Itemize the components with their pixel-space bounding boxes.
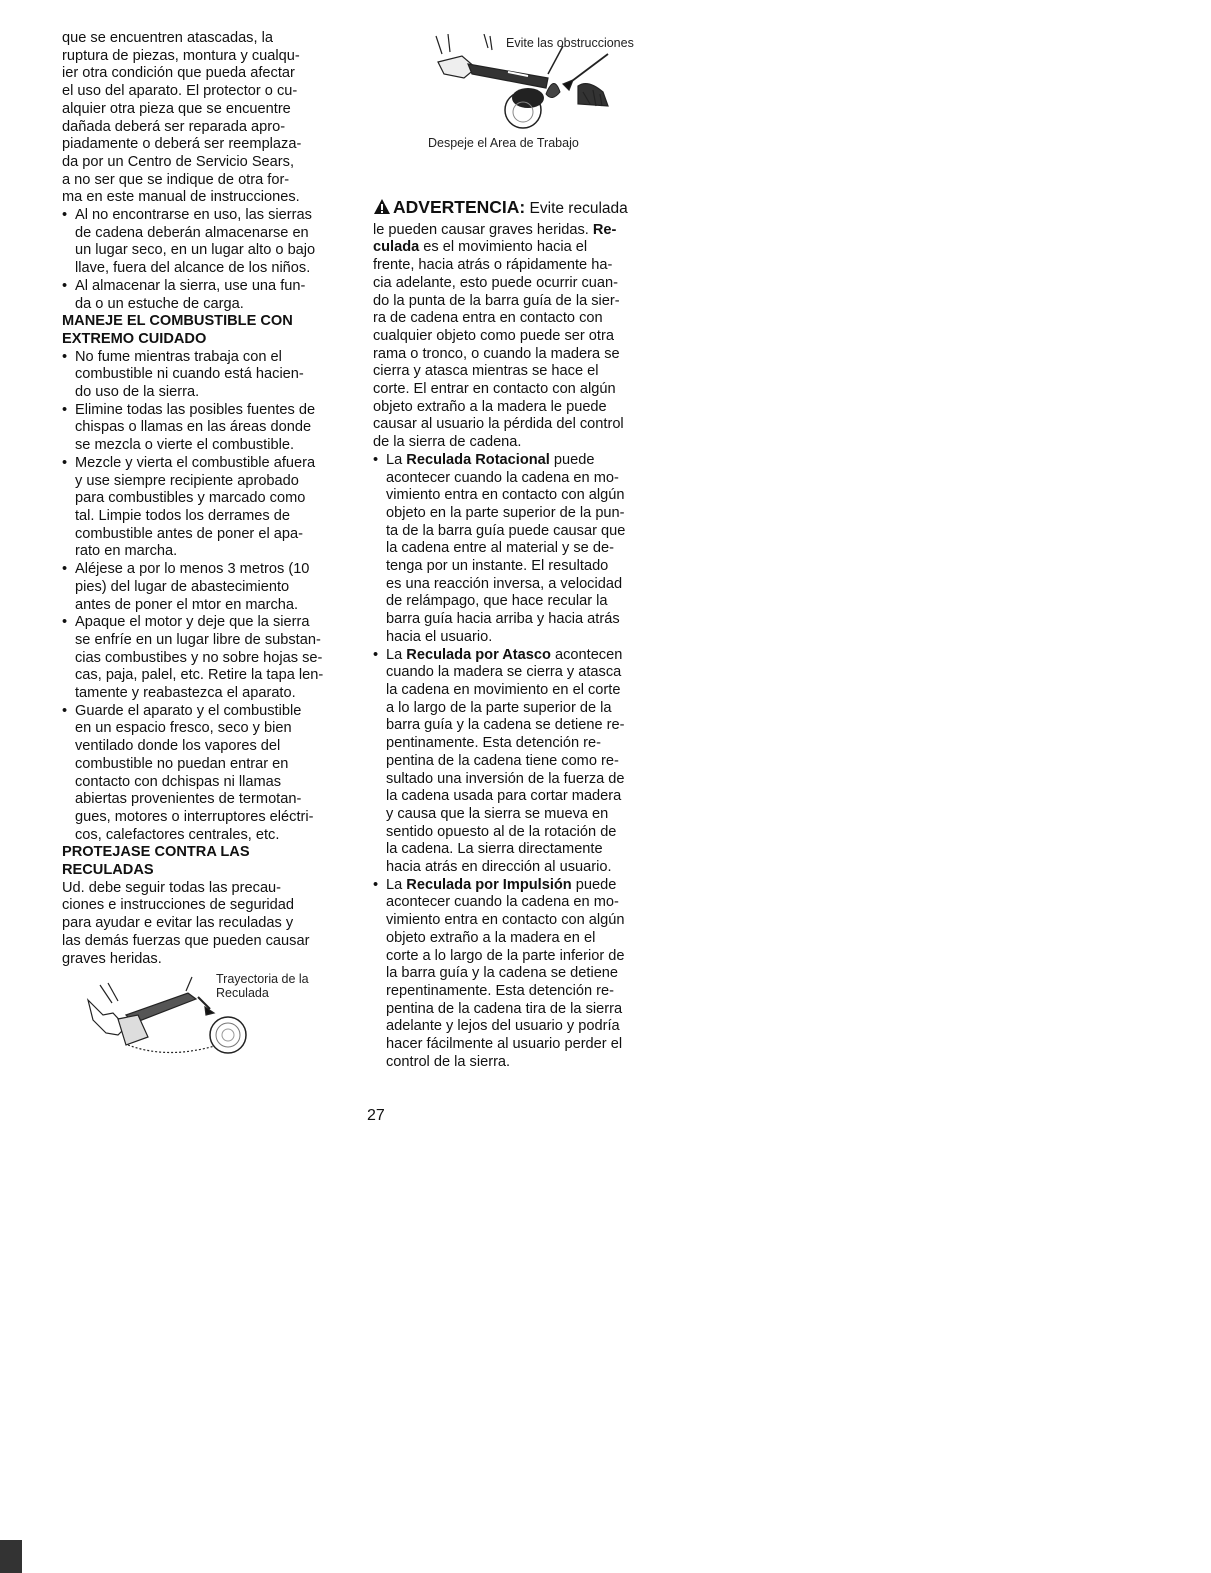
text-line: piadamente o deberá ser reemplaza- — [62, 136, 302, 153]
text-line: la cadena usada para cortar madera — [386, 788, 622, 805]
text-line: Al almacenar la sierra, use una fun- — [75, 277, 306, 294]
text-line: llave, fuera del alcance de los niños. — [75, 260, 311, 277]
text-line: acontecer cuando la cadena en mo- — [386, 894, 619, 911]
bullet-icon: • — [373, 451, 379, 468]
text-line: para combustibles y marcado como — [75, 490, 306, 507]
caption-line: Reculada — [216, 986, 269, 1000]
text-line: de relámpago, que hace recular la — [386, 593, 608, 610]
text-line: de cadena deberán almacenarse en — [75, 224, 309, 241]
text-line: contacto con dchispas ni llamas — [75, 773, 282, 790]
text-line: la barra guía y la cadena se detiene — [386, 965, 619, 982]
text-line: hacia el usuario. — [386, 628, 493, 645]
bullet-icon: • — [62, 207, 68, 224]
text-line: gues, motores o interruptores eléctri- — [75, 808, 314, 825]
text-line: barra guía hacia arriba y hacia atrás — [386, 611, 620, 628]
bullet-icon: • — [62, 561, 68, 578]
intro-paragraph — [62, 30, 357, 207]
text-line: le pueden causar graves heridas. Re- — [373, 221, 617, 238]
text-line: ruptura de piezas, montura y cualqu- — [62, 47, 300, 64]
list-item: • La Reculada por Impulsión puede acontecer cuando la cadena en mo- vimiento entra en contacto con algún objeto extraño a la madera en el corte a lo largo de la parte inferior de la barra guía y la cadena se detiene repentinamente. Esta detención re- pentina de la cadena tira de la sierra adelante y lejos del usuario y podría hacer fácilmente al usuario perder el control de la sierra. — [373, 877, 673, 1072]
text-line: Elimine todas las posibles fuentes de — [75, 401, 316, 418]
text-line: el uso del aparato. El protector o cu- — [62, 83, 298, 100]
text-line: a lo largo de la parte superior de la — [386, 699, 612, 716]
warning-heading-line — [373, 198, 673, 222]
list-item — [62, 614, 357, 703]
text-line: de la sierra de cadena. — [373, 434, 522, 451]
text-line: da o un estuche de carga. — [75, 295, 244, 312]
text-line: control de la sierra. — [386, 1053, 511, 1070]
warning-title: ADVERTENCIA: — [393, 197, 526, 217]
text-line: combustible antes de poner el apa- — [75, 525, 303, 542]
text-line: combustible no puedan entrar en — [75, 755, 289, 772]
text-line: Aléjese a por lo menos 3 metros (10 — [75, 561, 310, 578]
text-line: chispas o llamas en las áreas donde — [75, 419, 312, 436]
bullet-icon: • — [373, 646, 379, 663]
section-heading-fuel — [62, 313, 357, 348]
bullet-icon: • — [373, 876, 379, 893]
text-line: y use siempre recipiente aprobado — [75, 472, 299, 489]
text-line: ra de cadena entra en contacto con — [373, 310, 603, 327]
text-line: la cadena entre al material y se de- — [386, 540, 614, 557]
kickback-figure-caption — [216, 972, 309, 1000]
text-line: alquier otra pieza que se encuentre — [62, 100, 291, 117]
text-line: rama o tronco, o cuando la madera se — [373, 345, 620, 362]
text-line: para ayudar e evitar las reculadas y — [62, 915, 294, 932]
list-item — [62, 402, 357, 455]
text-line: vimiento entra en contacto con algún — [386, 912, 625, 929]
scan-edge-mark — [0, 1540, 22, 1573]
text-line: Apaque el motor y deje que la sierra — [75, 614, 310, 631]
text-line: culada es el movimiento hacia el — [373, 239, 588, 256]
text-line: Mezcle y vierta el combustible afuera — [75, 454, 316, 471]
text-line: la cadena. La sierra directamente — [386, 841, 603, 858]
text-line: pentina de la cadena tira de la sierra — [386, 1000, 623, 1017]
list-item — [62, 278, 357, 313]
bullet-icon: • — [62, 454, 68, 471]
text-line: repentinamente. Esta detención re- — [386, 982, 614, 999]
text-line: combustible ni cuando está hacien- — [75, 366, 304, 383]
text-line: corte a lo largo de la parte inferior de — [386, 947, 625, 964]
list-item — [62, 207, 357, 278]
text-line: se enfríe en un lugar libre de substan- — [75, 631, 321, 648]
text-line: Ud. debe seguir todas las precau- — [62, 879, 282, 896]
text-line: hacia atrás en dirección al usuario. — [386, 859, 612, 876]
text-line: abiertas provenientes de termotan- — [75, 791, 302, 808]
work-area-caption: Despeje el Area de Trabajo — [428, 136, 579, 150]
obstruction-label: Evite las obstrucciones — [506, 36, 634, 50]
page-number: 27 — [367, 1107, 385, 1124]
text-line: antes de poner el mtor en marcha. — [75, 596, 299, 613]
text-line: da por un Centro de Servicio Sears, — [62, 153, 295, 170]
text-line: cierra y atasca mientras se hace el — [373, 363, 599, 380]
text-line: adelante y lejos del usuario y podría — [386, 1018, 620, 1035]
list-item: • La Reculada por Atasco acontecen cuando la madera se cierra y atasca la cadena en movimiento en el corte a lo largo de la parte superior de la barra guía y la cadena se detiene re- pentinamente. Esta detención re- pentina de la cadena tiene como re- sultado una inversión de la fuerza de la cadena usada para cortar madera y causa que la sierra se mueva en sentido opuesto al de la rotación de la cadena. La sierra directamente hacia atrás en dirección al usuario. — [373, 647, 673, 877]
bullet-icon: • — [62, 348, 68, 365]
text-line: hacer fácilmente al usuario perder el — [386, 1036, 623, 1053]
bullet-icon: • — [62, 702, 68, 719]
text-line: la cadena en movimiento en el corte — [386, 681, 621, 698]
list-item — [62, 703, 357, 845]
text-line: causar al usuario la pérdida del control — [373, 416, 624, 433]
text-line: a no ser que se indique de otra for- — [62, 171, 290, 188]
bullet-icon: • — [62, 401, 68, 418]
text-line: sentido opuesto al de la rotación de — [386, 823, 617, 840]
text-line: cas, paja, palel, etc. Retire la tapa len- — [75, 667, 324, 684]
left-column — [62, 30, 357, 968]
text-line: sultado una inversión de la fuerza de — [386, 770, 625, 787]
text-line: dañada deberá ser reparada apro- — [62, 118, 286, 135]
text-line: objeto extraño a la madera le puede — [373, 398, 607, 415]
text-line: tal. Limpie todos los derrames de — [75, 507, 290, 524]
text-line: acontecer cuando la cadena en mo- — [386, 469, 619, 486]
text-line: Guarde el aparato y el combustible — [75, 702, 302, 719]
text-line: se mezcla o vierte el combustible. — [75, 437, 294, 454]
text-line: No fume mientras trabaja con el — [75, 348, 282, 365]
text-line: do uso de la sierra. — [75, 384, 200, 401]
warning-triangle-icon — [373, 198, 391, 222]
text-line: cias combustibes y no sobre hojas se- — [75, 649, 323, 666]
warning-title-tail: Evite reculada — [525, 200, 628, 217]
right-column — [373, 198, 673, 1071]
text-line: tamente y reabastezca el aparato. — [75, 685, 296, 702]
list-item — [62, 455, 357, 561]
text-line: y causa que la sierra se mueva en — [386, 805, 609, 822]
text-line: en un espacio fresco, seco y bien — [75, 720, 292, 737]
caption-line: Trayectoria de la — [216, 972, 309, 986]
text-line: ta de la barra guía puede causar que — [386, 522, 626, 539]
text-line: ciones e instrucciones de seguridad — [62, 897, 295, 914]
heading-line: PROTEJASE CONTRA LAS — [62, 844, 250, 861]
heading-line: RECULADAS — [62, 862, 154, 879]
text-line: las demás fuerzas que pueden causar — [62, 932, 310, 949]
text-line: objeto extraño a la madera en el — [386, 929, 596, 946]
text-line: objeto en la parte superior de la pun- — [386, 504, 625, 521]
text-line: do la punta de la barra guía de la sier- — [373, 292, 620, 309]
text-line: ventilado donde los vapores del — [75, 738, 281, 755]
list-item: • La Reculada Rotacional puede acontecer cuando la cadena en mo- vimiento entra en contacto con algún objeto en la parte superior de la pun- ta de la barra guía puede causar que la cadena entre al material y se de- tenga por un instante. El resultado es una reacción inversa, a velocidad de relámpago, que hace recular la barra guía hacia arriba y hacia atrás hacia el usuario. — [373, 452, 673, 647]
bullet-icon: • — [62, 277, 68, 294]
heading-line: MANEJE EL COMBUSTIBLE CON — [62, 313, 293, 330]
text-line: vimiento entra en contacto con algún — [386, 487, 625, 504]
text-line: cos, calefactores centrales, etc. — [75, 826, 280, 843]
text-line: es una reacción inversa, a velocidad — [386, 575, 623, 592]
text-line: cualquier objeto como puede ser otra — [373, 327, 614, 344]
text-line: frente, hacia atrás o rápidamente ha- — [373, 257, 613, 274]
text-line: Al no encontrarse en uso, las sierras — [75, 207, 312, 224]
list-item — [62, 349, 357, 402]
bullet-icon: • — [62, 614, 68, 631]
text-line: pentinamente. Esta detención re- — [386, 735, 601, 752]
text-line: ma en este manual de instrucciones. — [62, 189, 300, 206]
text-line: barra guía y la cadena se detiene re- — [386, 717, 625, 734]
text-line: tenga por un instante. El resultado — [386, 558, 609, 575]
text-line: pentina de la cadena tiene como re- — [386, 752, 619, 769]
text-line: que se encuentren atascadas, la — [62, 30, 273, 46]
text-line: graves heridas. — [62, 950, 162, 967]
text-line: pies) del lugar de abastecimiento — [75, 578, 290, 595]
text-line: ier otra condición que pueda afectar — [62, 65, 295, 82]
kickback-paragraph — [62, 880, 357, 969]
text-line: cuando la madera se cierra y atasca — [386, 664, 622, 681]
heading-line: EXTREMO CUIDADO — [62, 330, 207, 347]
text-line: rato en marcha. — [75, 543, 178, 560]
text-line: cia adelante, esto puede ocurrir cuan- — [373, 274, 619, 291]
list-item — [62, 561, 357, 614]
text-line: corte. El entrar en contacto con algún — [373, 381, 616, 398]
section-heading-kickback — [62, 844, 357, 879]
text-line: un lugar seco, en un lugar alto o bajo — [75, 242, 316, 259]
